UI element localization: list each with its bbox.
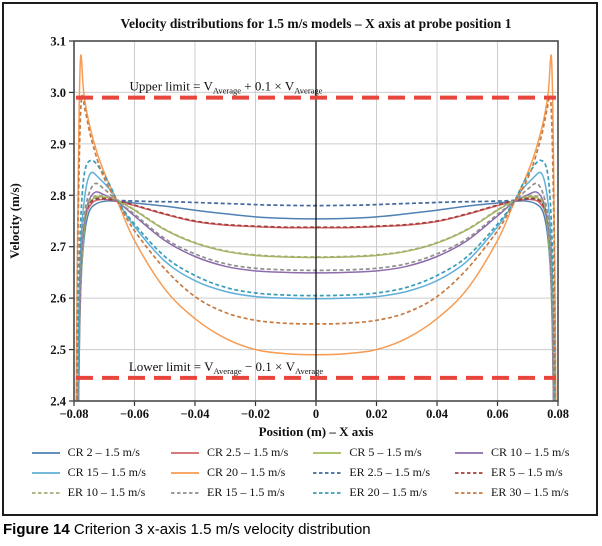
figure-caption [3,521,599,538]
legend-item-er-15 [170,485,288,500]
legend-item-cr-10 [454,445,569,460]
legend-swatch [312,448,342,458]
y-tick-label: 2.6 [50,291,66,306]
legend-swatch [312,468,342,478]
y-tick-label: 2.5 [50,343,66,358]
legend-item-label: ER 10 – 1.5 m/s [67,485,146,499]
plot-svg [4,4,596,444]
y-axis-title: Velocity (m/s) [7,183,22,259]
legend-swatch [31,468,61,478]
legend-swatch [31,448,61,458]
legend-item-cr-2 [31,445,146,460]
chart-frame [2,2,598,516]
legend-item-label: CR 2.5 – 1.5 m/s [206,445,289,459]
legend-item-cr-15 [31,465,146,480]
upper-limit-label: Upper limit = $V_{Average} + 0.1 \times V_{Average}$ [129,78,323,96]
legend-item-label: CR 10 – 1.5 m/s [491,445,570,459]
caption-figure-label: Figure 14 [3,521,70,538]
legend-swatch [170,488,200,498]
legend-item-er-30 [454,485,569,500]
y-tick-labels [50,35,66,409]
chart-title: Velocity distributions for 1.5 m/s models – X axis at probe position 1 [120,16,512,31]
legend-item-label: CR 20 – 1.5 m/s [206,465,286,479]
legend-item-er-10 [31,485,146,500]
y-tick-label: 2.7 [50,240,66,255]
legend-swatch [170,448,200,458]
y-tick-label: 3.1 [50,34,66,49]
legend-swatch [454,488,484,498]
lower-limit-label: Lower limit = $V_{Average} - 0.1 \times V_{Average}$ [128,358,324,376]
legend-swatch [312,488,342,498]
x-tick-label: 0.02 [365,407,388,421]
legend-item-label: ER 15 – 1.5 m/s [206,485,285,499]
legend-item-label: ER 5 – 1.5 m/s [491,465,563,479]
legend-item-label: CR 2 – 1.5 m/s [67,445,140,459]
y-tick-label: 2.8 [50,188,66,203]
legend [4,445,596,500]
x-tick-labels [60,407,569,421]
legend-item-label: CR 5 – 1.5 m/s [349,445,422,459]
legend-item-label: ER 20 – 1.5 m/s [349,485,428,499]
legend-item-cr-20 [170,465,288,480]
x-tick-label: −0.02 [241,407,270,421]
x-tick-label: −0.04 [180,407,210,421]
legend-item-er-5 [454,465,569,480]
y-tick-label: 2.9 [50,137,66,152]
legend-item-label: ER 30 – 1.5 m/s [491,485,569,499]
legend-item-cr-5 [312,445,430,460]
x-tick-label: 0.08 [547,407,569,421]
legend-item-label: ER 2.5 – 1.5 m/s [349,465,431,479]
legend-swatch [454,448,484,458]
caption-text: Criterion 3 x-axis 1.5 m/s velocity distribution [73,521,371,538]
legend-item-er-2-5 [312,465,430,480]
x-tick-label: 0 [312,407,320,421]
x-axis-title: Position (m) – X axis [258,424,374,439]
x-tick-label: 0.04 [426,407,448,421]
legend-item-er-20 [312,485,430,500]
legend-swatch [170,468,200,478]
legend-swatch [31,488,61,498]
x-tick-label: −0.08 [59,407,89,421]
legend-swatch [454,468,484,478]
legend-item-label: CR 15 – 1.5 m/s [67,465,146,479]
x-tick-label: −0.06 [120,407,149,421]
y-tick-label: 2.4 [50,394,66,409]
legend-item-cr-2-5 [170,445,288,460]
y-tick-label: 3.0 [50,85,66,100]
x-tick-label: 0.06 [486,407,509,421]
